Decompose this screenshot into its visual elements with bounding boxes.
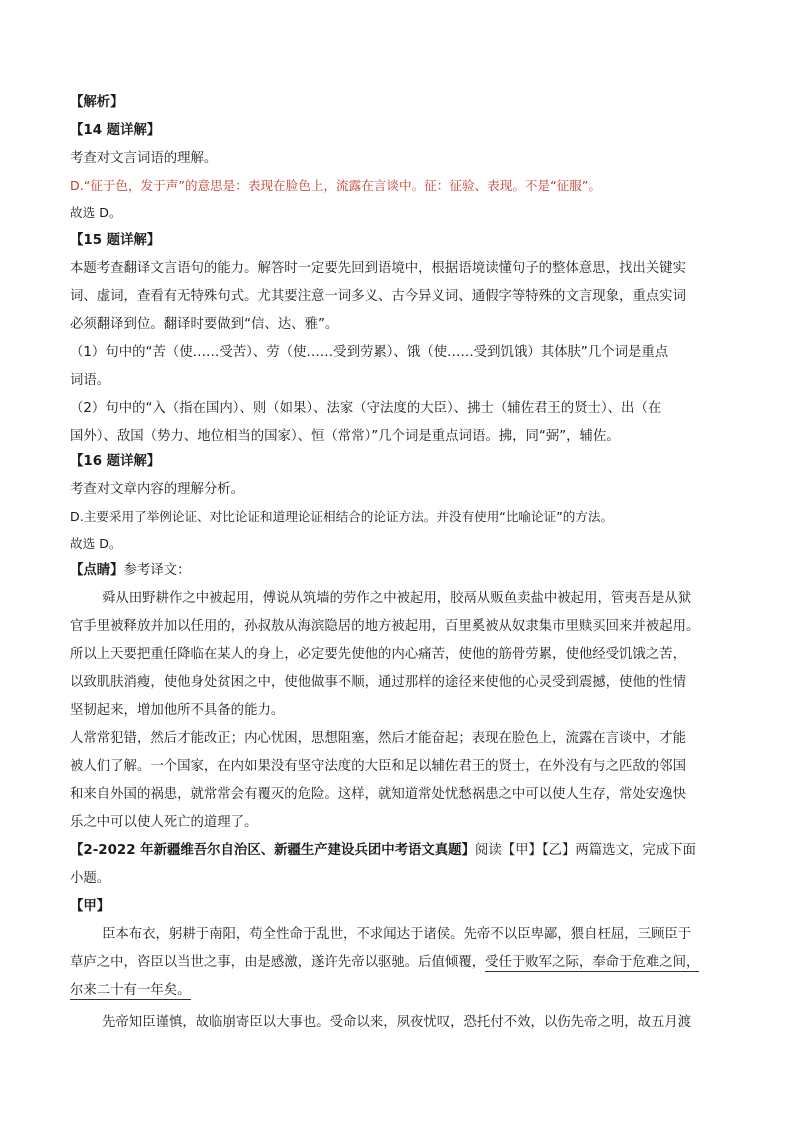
q16-line3: 故选 D。: [70, 536, 122, 551]
jia-p1-line1: 臣本布衣，躬耕于南阳，苟全性命于乱世，不求闻达于诸侯。先帝不以臣卑鄙，猥自枉屈，三顾臣于: [102, 927, 692, 942]
next-question-title: [70, 841, 696, 861]
jia-p1-line2: [70, 953, 699, 973]
translation-p1-line: 官手里被释放并加以任用的，孙叔敖从海滨隐居的地方被起用，百里奚被从奴隶集市里赎买回来并被起用。: [70, 619, 700, 634]
q14-heading: 【14 题详解】: [70, 123, 161, 138]
jia-p2-line1: 先帝知臣谨慎，故临崩寄臣以大事也。受命以来，夙夜忧叹，恐托付不效，以伤先帝之明，故五月渡: [102, 1015, 692, 1030]
q14-line2: D.“征于色，发于声”的意思是：表现在脸色上，流露在言谈中。征：征验、表现。不是“征服”。: [70, 178, 601, 193]
q16-heading: 【16 题详解】: [70, 454, 161, 469]
translation-p1-line: 以致肌肤消瘦，使他身处贫困之中，使他做事不顺，通过那样的途径来使他的心灵受到震撼，使他的性情: [70, 675, 686, 690]
translation-p1-line: 舜从田野耕作之中被起用，傅说从筑墙的劳作之中被起用，胶鬲从贩鱼卖盐中被起用，管夷吾是从狱: [102, 591, 692, 606]
question-instruction: 阅读【甲】【乙】两篇选文，完成下面: [474, 843, 696, 858]
translation-p1-line: 坚韧起来，增加他所不具备的能力。: [70, 703, 285, 718]
translation-p1-line: 所以上天要把重任降临在某人的身上，必定要先使他的内心痛苦，使他的筋骨劳累，使他经受饥饿之苦，: [70, 647, 686, 662]
analysis-heading: 【解析】: [70, 95, 124, 110]
q16-line2: D.主要采用了举例论证、对比论证和道理论证相结合的论证方法。并没有使用“比喻论证”的方法。: [70, 509, 614, 524]
q14-line1: 考查对文言词语的理解。: [70, 151, 218, 166]
q15-heading: 【15 题详解】: [70, 233, 161, 248]
translation-p2-line: 乐之中可以使人死亡的道理了。: [70, 815, 258, 830]
translation-p2-line: 人常常犯错，然后才能改正；内心忧困，思想阻塞，然后才能奋起；表现在脸色上，流露在言谈中，才能: [70, 731, 686, 746]
q15-p2-line: （1）句中的“苦（使……受苦）、劳（使……受到劳累）、饿（使……受到饥饿）其体肤”几个词是重点: [70, 345, 669, 360]
translation-p2-line: 被人们了解。一个国家，在内如果没有坚守法度的大臣和足以辅佐君王的贤士，在外没有与之匹敌的邻国: [70, 759, 686, 774]
underlined-sentence: 尔来二十有一年矣。: [70, 983, 191, 998]
question-source: 【2-2022 年新疆维吾尔自治区、新疆生产建设兵团中考语文真题】: [70, 843, 475, 858]
translation-heading: 【点睛】: [70, 563, 124, 578]
q15-p3-line: （2）句中的“入（指在国内）、则（如果）、法家（守法度的大臣）、拂士（辅佐君王的贤士）、出（在: [70, 401, 662, 416]
q14-line3: 故选 D。: [70, 205, 122, 220]
jia-heading: 【甲】: [70, 899, 111, 914]
q16-line1: 考查对文章内容的理解分析。: [70, 482, 245, 497]
q15-p1-line: 必须翻译到位。翻译时要做到“信、达、雅”。: [70, 317, 339, 332]
translation-heading-suffix: 参考译文：: [123, 563, 191, 578]
jia-p1-line3: [70, 981, 191, 1001]
jia-p1-line2-text: 草庐之中，咨臣以当世之事，由是感激，遂许先帝以驱驰。后值倾覆，: [70, 955, 486, 970]
translation-heading-row: [70, 561, 191, 581]
underlined-sentence: 受任于败军之际，奉命于危难之间，: [485, 955, 700, 970]
translation-p2-line: 和来自外国的祸患，就常常会有覆灭的危险。这样，就知道常处忧愁祸患之中可以使人生存，常处安逸快: [70, 787, 686, 802]
q15-p1-line: 词、虚词，查看有无特殊句式。尤其要注意一词多义、古今异义词、通假字等特殊的文言现象，重点实词: [70, 289, 686, 304]
q15-p1-line: 本题考查翻译文言语句的能力。解答时一定要先回到语境中，根据语境读懂句子的整体意思，找出关键实: [70, 261, 686, 276]
q15-p2-line: 词语。: [70, 373, 111, 388]
next-question-line2: 小题。: [70, 871, 111, 886]
q15-p3-line: 国外）、敌国（势力、地位相当的国家）、恒（常常）”几个词是重点词语。拂，同“弼”，辅佐。: [70, 429, 620, 444]
